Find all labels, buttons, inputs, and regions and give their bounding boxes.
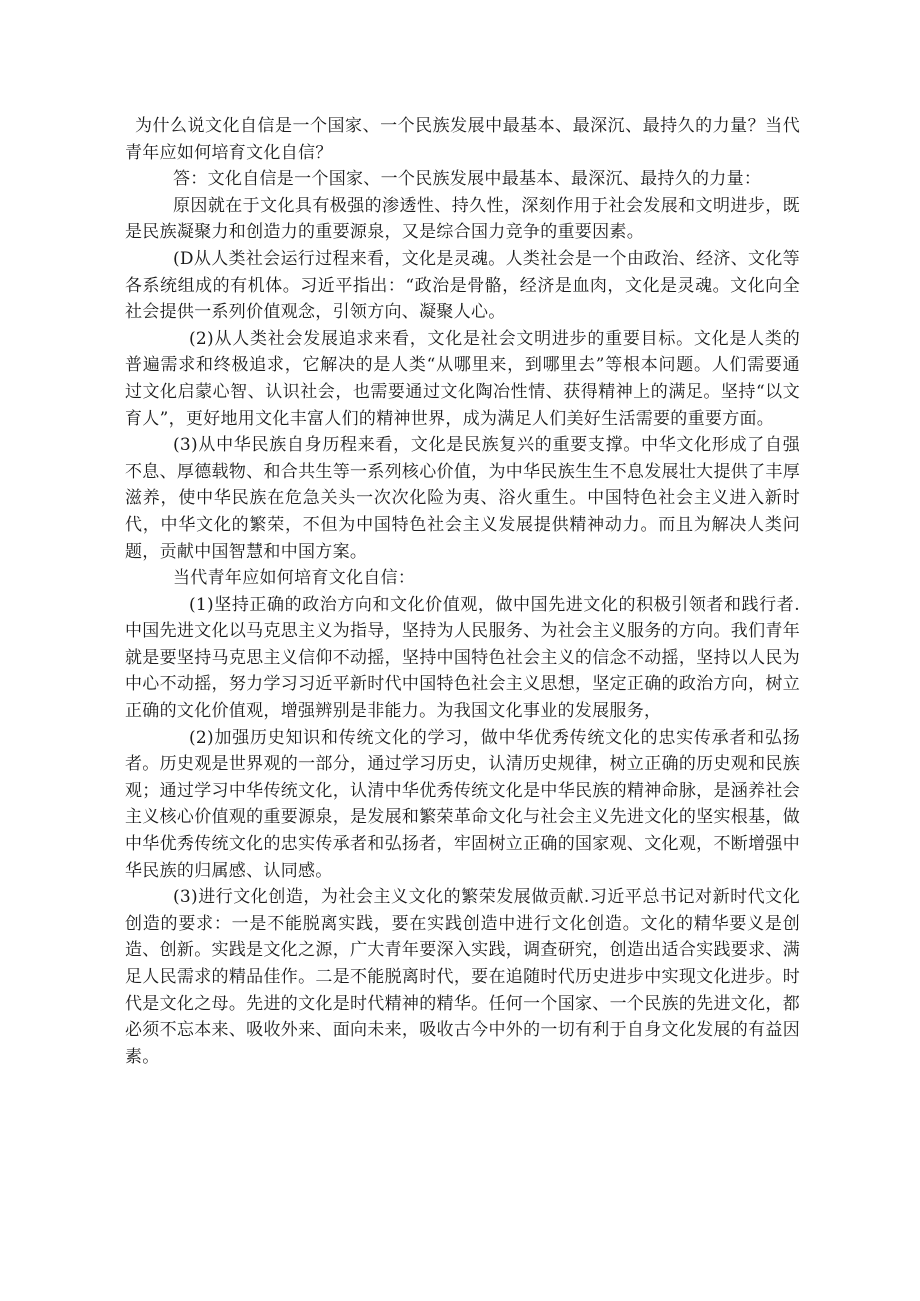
point-one-1: (D从人类社会运行过程来看，文化是灵魂。人类社会是一个由政治、经济、文化等各系统组成的有机体。习近平指出：“政治是骨骼，经济是血肉，文化是灵魂。文化向全社会提供一系列价值观念，引领方向、凝聚人心。 xyxy=(125,248,800,323)
point-two-3: (3)进行文化创造，为社会主义文化的繁荣发展做贡献.习近平总书记对新时代文化创造的要求：一是不能脱离实践，要在实践创造中进行文化创造。文化的精华要义是创造、创新。实践是文化之源，广大青年要深入实践，调查研究，创造出适合实践要求、满足人民需求的精品佳作。二是不能脱离时代，要在追随时代历史进步中实现文化进步。时代是文化之母。先进的文化是时代精神的精华。任何一个国家、一个民族的先进文化，都必须不忘本来、吸收外来、面向未来，吸收古今中外的一切有利于自身文化发展的有益因素。 xyxy=(125,887,800,1067)
point-two-1: (1)坚持正确的政治方向和文化价值观，做中国先进文化的积极引领者和践行者.中国先进文化以马克思主义为指导，坚持为人民服务、为社会主义服务的方向。我们青年就是要坚持马克思主义信仰不动摇，坚持中国特色社会主义的信念不动摇，坚持以人民为中心不动摇，努力学习习近平新时代中国特色社会主义思想，坚定正确的政治方向，树立正确的文化价值观，增强辨别是非能力。为我国文化事业的发展服务， xyxy=(125,594,800,722)
question-paragraph: 为什么说文化自信是一个国家、一个民族发展中最基本、最深沉、最持久的力量？当代青年应如何培育文化自信？ xyxy=(125,116,800,163)
answer-intro: 答：文化自信是一个国家、一个民族发展中最基本、最深沉、最持久的力量： xyxy=(173,169,762,190)
point-two-2: (2)加强历史知识和传统文化的学习，做中华优秀传统文化的忠实传承者和弘扬者。历史观是世界观的一部分，通过学习历史，认清历史规律，树立正确的历史观和民族观；通过学习中华传统文化，认清中华优秀传统文化是中华民族的精神命脉，是涵养社会主义核心价值观的重要源泉，是发展和繁荣革命文化与社会主义先进文化的坚实根基，做中华优秀传统文化的忠实传承者和弘扬者，牢固树立正确的国家观、文化观，不断增强中华民族的归属感、认同感。 xyxy=(125,727,800,881)
youth-heading: 当代青年应如何培育文化自信： xyxy=(173,568,416,589)
reason-paragraph: 原因就在于文化具有极强的渗透性、持久性，深刻作用于社会发展和文明进步，既是民族凝聚力和创造力的重要源泉，又是综合国力竞争的重要因素。 xyxy=(125,195,800,243)
document-body xyxy=(125,113,800,1070)
point-one-2: (2)从人类社会发展追求来看，文化是社会文明进步的重要目标。文化是人类的普遍需求和终极追求，它解决的是人类“从哪里来，到哪里去”等根本问题。人们需要通过文化启蒙心智、认识社会，也需要通过文化陶冶性情、获得精神上的满足。坚持“以文育人”，更好地用文化丰富人们的精神世界，成为满足人们美好生活需要的重要方面。 xyxy=(125,328,800,429)
point-one-3: (3)从中华民族自身历程来看，文化是民族复兴的重要支撑。中华文化形成了自强不息、厚德载物、和合共生等一系列核心价值，为中华民族生生不息发展壮大提供了丰厚滋养，使中华民族在危急关头一次次化险为夷、浴火重生。中国特色社会主义进入新时代，中华文化的繁荣，不但为中国特色社会主义发展提供精神动力。而且为解决人类问题，贡献中国智慧和中国方案。 xyxy=(125,435,800,562)
